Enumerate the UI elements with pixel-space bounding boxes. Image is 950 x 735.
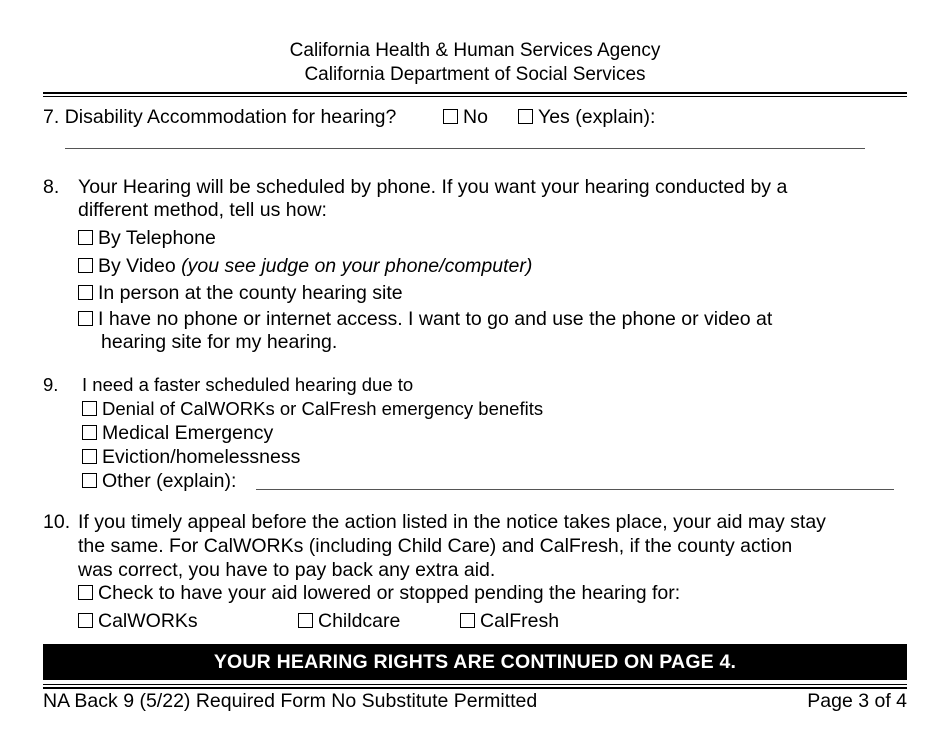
- q10-calworks-option[interactable]: [78, 610, 198, 632]
- q9-denial-checkbox[interactable]: [82, 401, 97, 416]
- q10-childcare-option[interactable]: [298, 610, 400, 632]
- q7-yes-checkbox[interactable]: [518, 109, 533, 124]
- q7-no-option[interactable]: [443, 106, 488, 128]
- q8-telephone-checkbox[interactable]: [78, 230, 93, 245]
- q7-yes-option[interactable]: [518, 106, 655, 128]
- q10-lower-aid-checkbox[interactable]: [78, 585, 93, 600]
- q9-denial-label: Denial of CalWORKs or CalFresh emergency benefits: [102, 398, 544, 419]
- q8-in-person-option[interactable]: [78, 282, 403, 304]
- q10-calfresh-option[interactable]: [460, 610, 559, 632]
- q9-medical-checkbox[interactable]: [82, 425, 97, 440]
- q10-lower-aid-option[interactable]: [78, 582, 680, 604]
- q8-no-access-option[interactable]: [78, 308, 772, 330]
- question-10-number: 10.: [43, 511, 71, 533]
- q10-calfresh-checkbox[interactable]: [460, 613, 475, 628]
- question-9-number: 9.: [43, 374, 59, 395]
- footer-rule-bottom: [43, 687, 907, 689]
- question-10-line2: the same. For CalWORKs (including Child Care) and CalFresh, if the county action: [78, 535, 793, 557]
- q7-no-label: No: [463, 106, 488, 128]
- q9-medical-label: Medical Emergency: [102, 422, 274, 444]
- q7-explain-field[interactable]: [65, 148, 865, 149]
- q9-eviction-label: Eviction/homelessness: [102, 446, 301, 468]
- question-8-line2: different method, tell us how:: [78, 199, 327, 221]
- q7-yes-label: Yes (explain):: [538, 106, 656, 128]
- q8-in-person-label: In person at the county hearing site: [98, 282, 403, 304]
- department-title: California Department of Social Services: [304, 64, 646, 85]
- q9-eviction-option[interactable]: [82, 446, 300, 468]
- q9-medical-option[interactable]: [82, 422, 273, 444]
- question-7: [43, 106, 396, 128]
- q9-denial-option[interactable]: [82, 398, 543, 420]
- q8-no-access-checkbox[interactable]: [78, 311, 93, 326]
- q8-in-person-checkbox[interactable]: [78, 285, 93, 300]
- form-id: NA Back 9 (5/22) Required Form No Substitute Permitted: [43, 690, 538, 712]
- q10-childcare-label: Childcare: [318, 610, 401, 632]
- q10-calworks-checkbox[interactable]: [78, 613, 93, 628]
- q9-other-label: Other (explain):: [102, 470, 237, 492]
- q9-other-checkbox[interactable]: [82, 473, 97, 488]
- q8-video-label: By Video: [98, 255, 176, 277]
- question-9-text: I need a faster scheduled hearing due to: [82, 374, 414, 395]
- question-7-number: 7.: [43, 106, 60, 128]
- question-8-number: 8.: [43, 176, 60, 198]
- question-7-text: Disability Accommodation for hearing?: [64, 106, 397, 128]
- page-number: Page 3 of 4: [807, 690, 907, 712]
- footer-rule-top: [43, 684, 907, 685]
- q10-childcare-checkbox[interactable]: [298, 613, 313, 628]
- q8-telephone-option[interactable]: [78, 227, 216, 249]
- question-8-line1: Your Hearing will be scheduled by phone. If you want your hearing conducted by a: [78, 176, 788, 198]
- q8-video-note: (you see judge on your phone/computer): [181, 255, 533, 277]
- question-10-line3: was correct, you have to pay back any extra aid.: [78, 559, 496, 581]
- q9-eviction-checkbox[interactable]: [82, 449, 97, 464]
- q7-no-checkbox[interactable]: [443, 109, 458, 124]
- header-rule-top: [43, 92, 907, 94]
- q8-video-option[interactable]: [78, 255, 532, 277]
- q9-other-option[interactable]: [82, 470, 236, 492]
- q10-lower-aid-label: Check to have your aid lowered or stopped pending the hearing for:: [98, 582, 681, 604]
- q8-telephone-label: By Telephone: [98, 227, 216, 249]
- q9-other-explain-field[interactable]: [256, 489, 894, 490]
- q8-video-checkbox[interactable]: [78, 258, 93, 273]
- q10-calfresh-label: CalFresh: [480, 610, 560, 632]
- q8-no-access-label-2: hearing site for my hearing.: [101, 331, 338, 353]
- continued-banner: YOUR HEARING RIGHTS ARE CONTINUED ON PAGE 4.: [43, 644, 907, 680]
- q10-calworks-label: CalWORKs: [98, 610, 198, 632]
- agency-title: California Health & Human Services Agency: [289, 40, 661, 61]
- q8-no-access-label-1: I have no phone or internet access. I want to go and use the phone or video at: [98, 308, 773, 330]
- question-10-line1: If you timely appeal before the action listed in the notice takes place, your aid may stay: [78, 511, 826, 533]
- header-rule-bottom: [43, 96, 907, 97]
